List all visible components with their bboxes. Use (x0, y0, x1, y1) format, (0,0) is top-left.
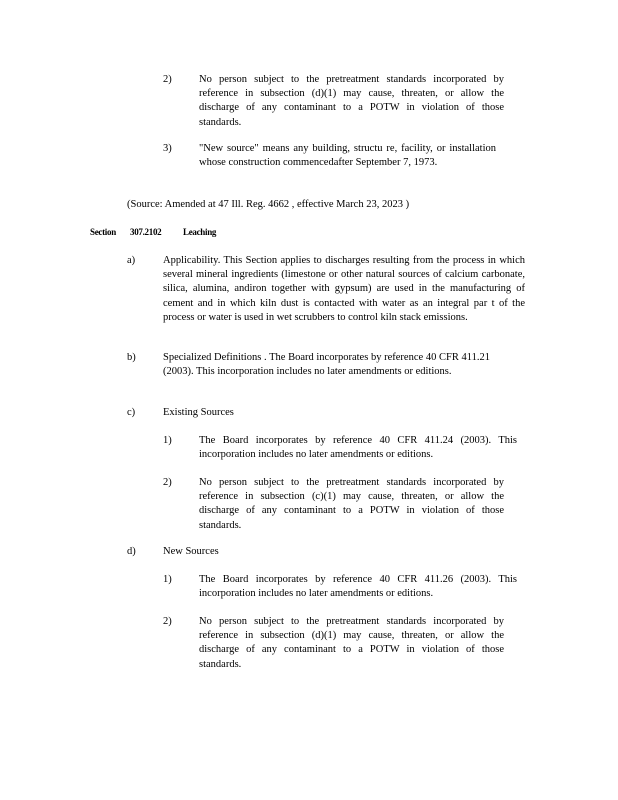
paragraph-text: "New source" means any building, structu re, facility, or installation whose construction commencedafter September 7, 1973. (199, 143, 496, 169)
paragraph-text: No person subject to the pretreatment standards incorporated by reference in subsection (d)(1) may cause, threaten, or allow the discharge of any contaminant to a POTW in violation of those standards. (199, 74, 504, 128)
subsection-marker: c) (127, 407, 136, 418)
item-number: 2) (163, 477, 172, 488)
paragraph-text: The Board incorporates by reference 40 CFR 411.24 (2003). This incorporation includes no later amendments or editions. (199, 435, 517, 461)
subsection-b-text: Specialized Definitions . The Board incorporates by reference 40 CFR 411.21 (2003). This incorporation includes no later amendments or editions. (163, 352, 490, 378)
item-number: 3) (163, 143, 172, 154)
section-label: Section (90, 227, 116, 237)
item-number: 2) (163, 74, 172, 85)
paragraph-text: The Board incorporates by reference 40 CFR 411.26 (2003). This incorporation includes no later amendments or editions. (199, 574, 517, 600)
section-title: Leaching (183, 227, 217, 237)
subsection-c-heading: Existing Sources (163, 407, 234, 418)
item-number: 1) (163, 435, 172, 446)
subsection-a-text: Applicability. This Section applies to discharges resulting from the process in which several mineral ingredients (limestone or other natural sources of calcium carbonate, silica, alumina, andiron together with gypsum) are used in the manufacturing of cement and in which kiln dust is contacted with water as an integral par t of the process or water is used in wet scrubbers to control kiln stack emissions. (163, 255, 525, 323)
paragraph-text: No person subject to the pretreatment standards incorporated by reference in subsection (c)(1) may cause, threaten, or allow the discharge of any contaminant to a POTW in violation of those standards. (199, 477, 504, 531)
subsection-marker: a) (127, 255, 136, 266)
source-note: (Source: Amended at 47 Ill. Reg. 4662 , effective March 23, 2023 ) (127, 199, 410, 210)
paragraph-text: No person subject to the pretreatment standards incorporated by reference in subsection (d)(1) may cause, threaten, or allow the discharge of any contaminant to a POTW in violation of those standards. (199, 616, 504, 670)
item-number: 2) (163, 616, 172, 627)
subsection-marker: b) (127, 352, 136, 363)
section-number: 307.2102 (130, 227, 162, 237)
subsection-marker: d) (127, 546, 136, 557)
item-number: 1) (163, 574, 172, 585)
subsection-d-heading: New Sources (163, 546, 219, 557)
